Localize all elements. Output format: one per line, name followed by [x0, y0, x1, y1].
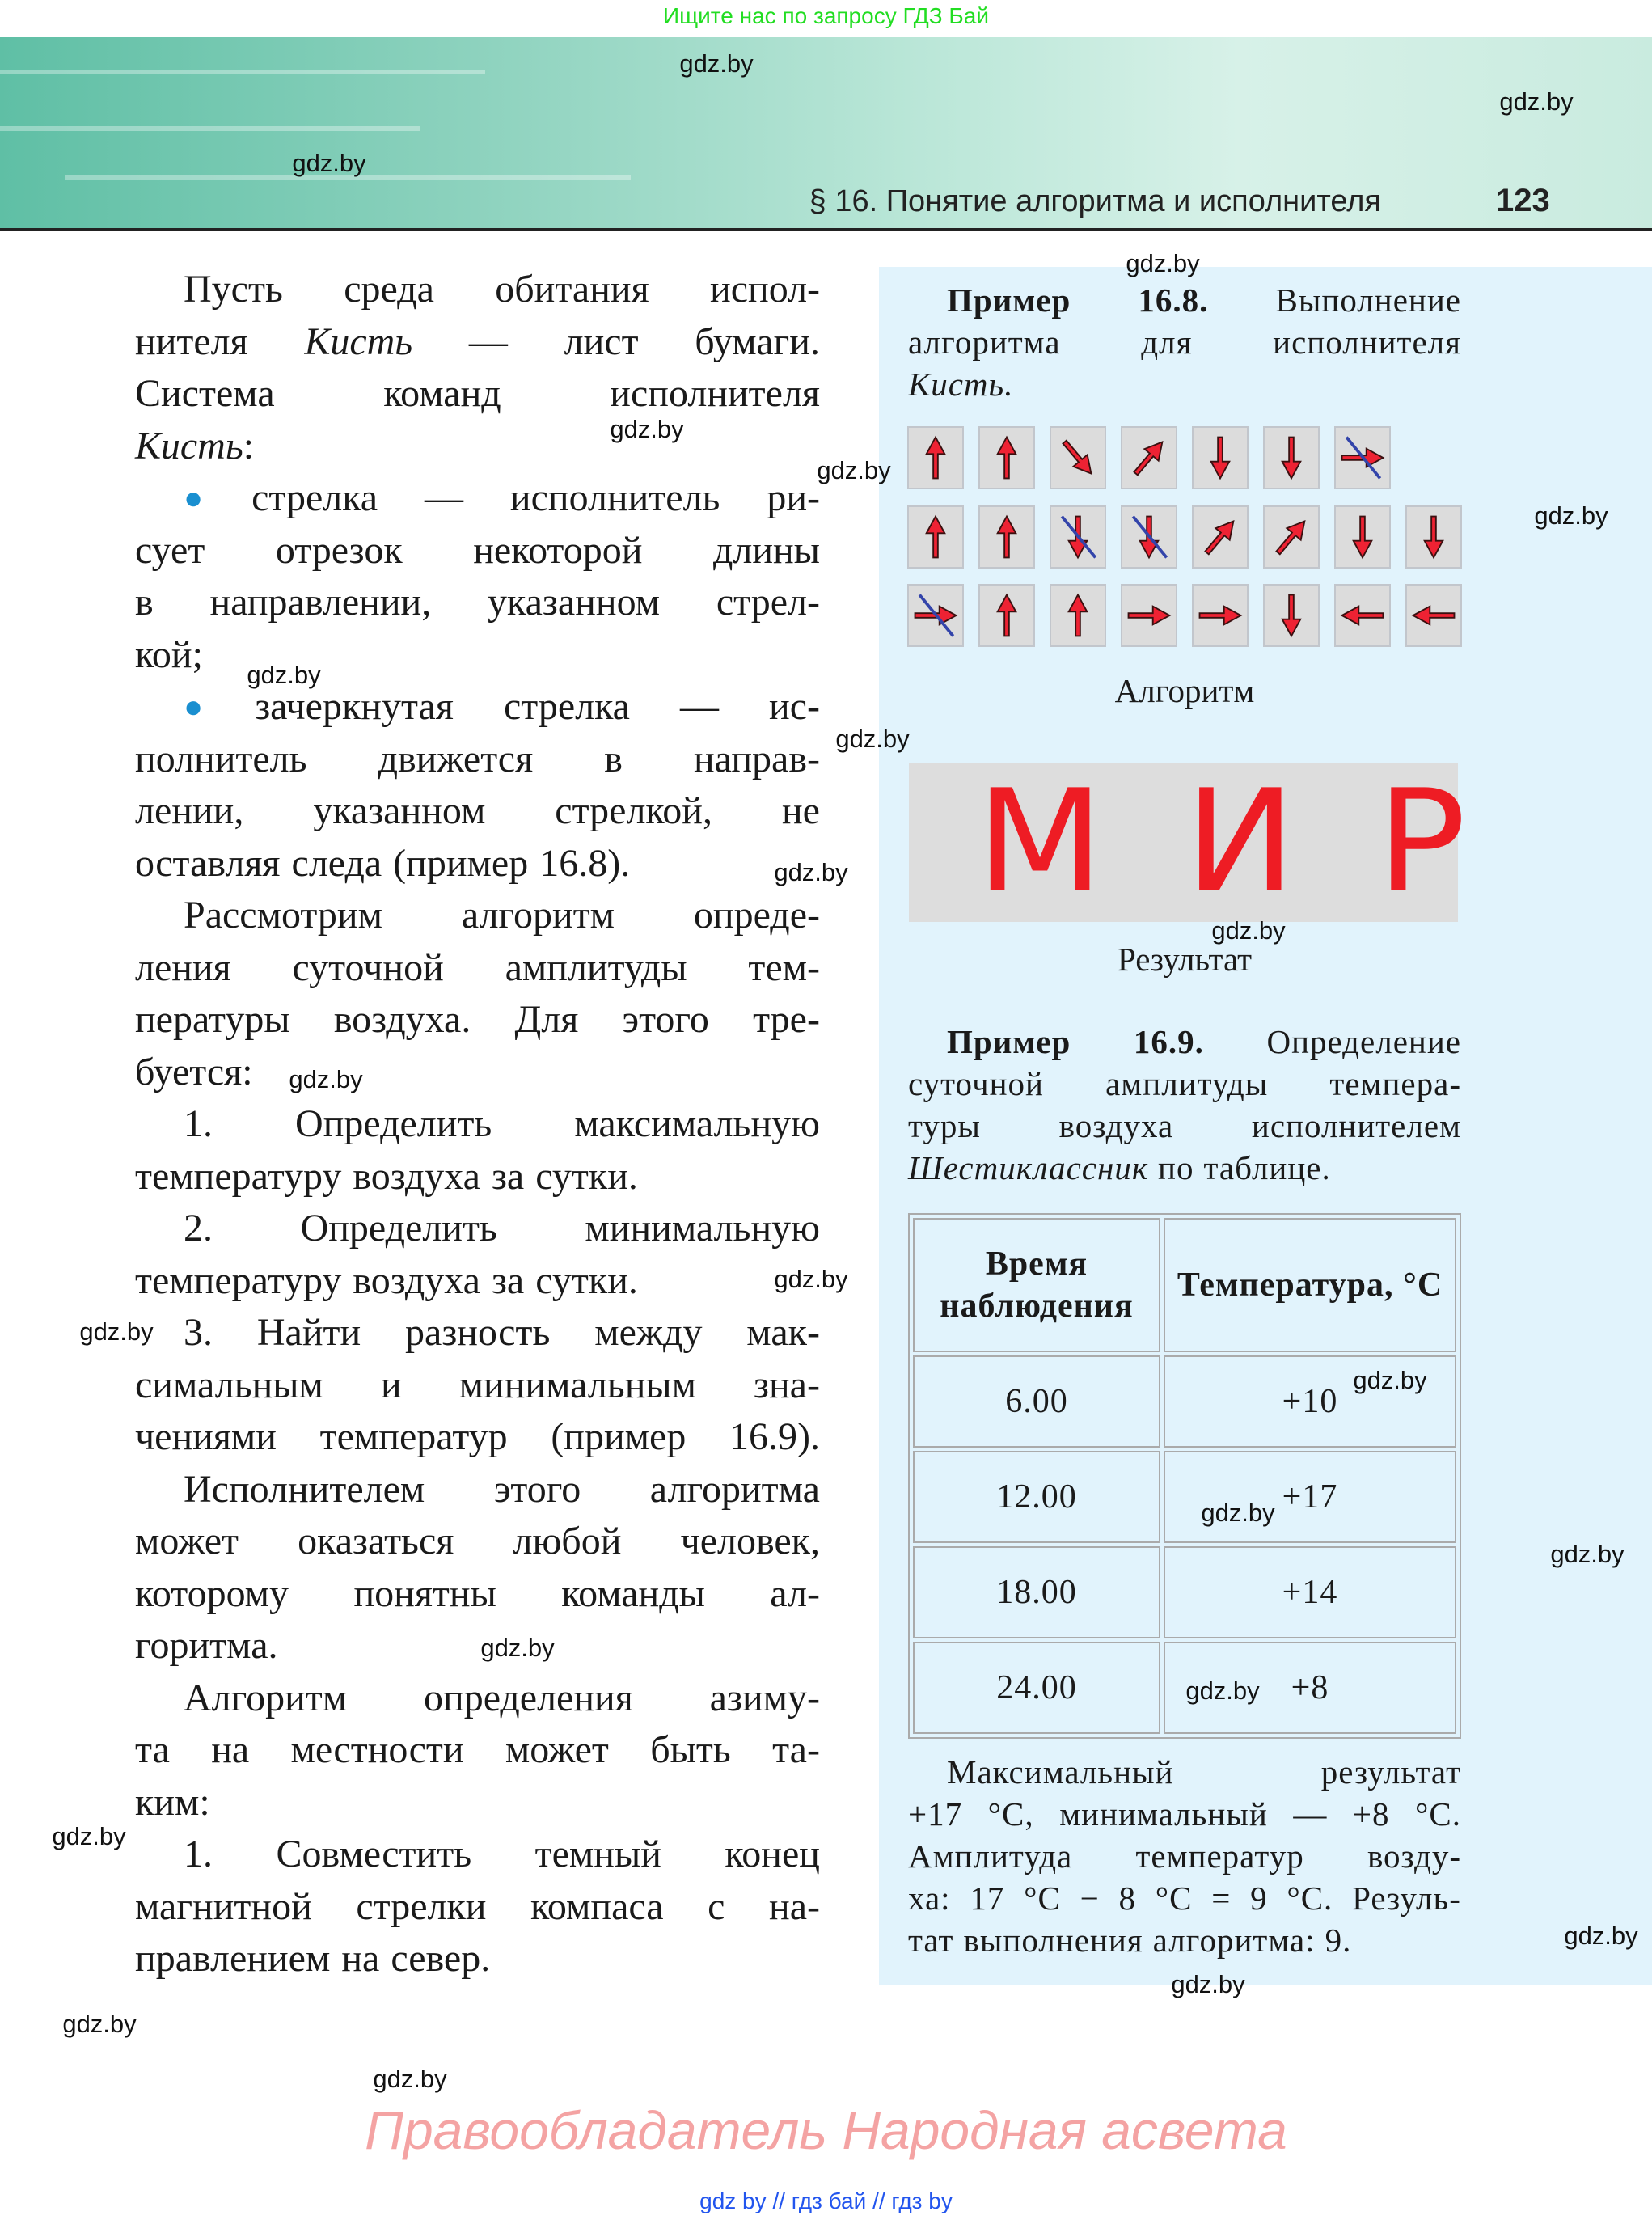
watermark: gdz.by: [1211, 916, 1286, 945]
arrow-command: [1334, 584, 1391, 647]
watermark: gdz.by: [79, 1317, 154, 1346]
arrow-down-icon: [1265, 586, 1318, 645]
example-16-8-heading: [908, 279, 1461, 405]
text-line: Исполнителем этого алгоритма: [184, 1467, 820, 1511]
text-line: Кисть.: [908, 366, 1014, 403]
text-line: пературы воздуха. Для этого тре-: [135, 998, 820, 1041]
arrow-up-icon: [980, 507, 1033, 567]
text-line: Система команд исполнителя: [135, 372, 820, 415]
temp-cell: +17: [1164, 1451, 1456, 1543]
arrow-command: [1263, 426, 1320, 489]
arrow-down-icon: [1051, 507, 1105, 567]
arrow-up-icon: [980, 586, 1033, 645]
text-line: магнитной стрелки компаса с на-: [135, 1884, 820, 1928]
time-cell: 6.00: [913, 1355, 1160, 1448]
temperature-table: [908, 1213, 1461, 1739]
text-line: Алгоритм определения азиму-: [184, 1676, 820, 1719]
watermark: gdz.by: [52, 1822, 126, 1850]
text-line: Рассмотрим алгоритм опреде-: [184, 894, 820, 937]
watermark: gdz.by: [1353, 1366, 1427, 1394]
arrow-up-icon: [980, 428, 1033, 488]
main-text: [135, 264, 820, 1985]
arrow-right-icon: [1194, 586, 1247, 645]
temp-cell: +8: [1164, 1642, 1456, 1734]
text-line: та на местности может быть та-: [135, 1728, 820, 1771]
watermark: gdz.by: [679, 49, 754, 78]
text-line: лении, указанном стрелкой, не: [135, 789, 820, 832]
time-cell: 18.00: [913, 1546, 1160, 1638]
arrow-command: [1263, 505, 1320, 569]
text-line: ● стрелка — исполнитель ри-: [135, 472, 820, 525]
arrow-command: [1192, 584, 1249, 647]
text-line: температуру воздуха за сутки.: [135, 1258, 638, 1302]
text-line: Кисть:: [135, 424, 255, 467]
arrow-command: [1334, 505, 1391, 569]
table-row: [913, 1451, 1456, 1543]
watermark: gdz.by: [1126, 249, 1200, 277]
arrow-command: [1050, 584, 1106, 647]
text-line: Пример 16.9. Определение: [947, 1023, 1461, 1060]
result-word: МИР: [975, 760, 1547, 924]
arrow-command: [1263, 584, 1320, 647]
watermark: gdz.by: [289, 1065, 363, 1093]
arrow-left-icon: [1336, 586, 1389, 645]
text-line: 1. Совместить темный конец: [184, 1833, 820, 1875]
header-temperature: Температура, °С: [1164, 1218, 1456, 1352]
arrow-command: [978, 426, 1035, 489]
section-title: § 16. Понятие алгоритма и исполнителя: [809, 184, 1381, 218]
text-line: в направлении, указанном стрел-: [135, 581, 820, 624]
arrow-down-icon: [1336, 507, 1389, 567]
text-line: кой;: [135, 632, 203, 676]
arrow-command: [1121, 505, 1177, 569]
text-line: сует отрезок некоторой длины: [135, 528, 820, 572]
arrow-right-icon: [1336, 428, 1389, 488]
arrow-command: [907, 584, 964, 647]
watermark: gdz.by: [1564, 1922, 1638, 1950]
text-line: тат выполнения алгоритма: 9.: [908, 1922, 1352, 1959]
header-time: Время наблюдения: [913, 1218, 1160, 1352]
text-line: буется:: [135, 1050, 253, 1093]
arrow-down-icon: [1194, 428, 1247, 488]
text-line: оставляя следа (пример 16.8).: [135, 841, 631, 885]
arrow-command: [907, 505, 964, 569]
arrow-up-right-icon: [1265, 507, 1318, 567]
watermark: gdz.by: [817, 456, 891, 484]
arrow-left-icon: [1407, 586, 1460, 645]
watermark: gdz.by: [610, 415, 684, 443]
arrow-command: [978, 505, 1035, 569]
result-image: [909, 760, 1547, 924]
text-line: 1. Определить максимальную: [184, 1102, 820, 1145]
arrow-down-icon: [1122, 507, 1176, 567]
arrow-down-right-icon: [1051, 428, 1105, 488]
temp-cell: +10: [1164, 1355, 1456, 1448]
watermark: gdz.by: [292, 149, 366, 177]
arrow-command: [1192, 505, 1249, 569]
text-line: правлением на север.: [135, 1937, 491, 1980]
text-line: которому понятны команды ал-: [135, 1571, 820, 1615]
watermark: gdz.by: [774, 1265, 848, 1293]
table-header-row: [913, 1218, 1456, 1352]
result-caption: Результат: [1117, 941, 1253, 978]
text-line: суточной амплитуды темпера-: [908, 1065, 1461, 1102]
table-row: [913, 1642, 1456, 1734]
arrow-right-icon: [1122, 586, 1176, 645]
watermark: gdz.by: [1201, 1499, 1275, 1527]
text-line: Пример 16.8. Выполнение: [947, 281, 1461, 319]
top-note: Ищите нас по запросу ГДЗ Бай: [662, 3, 990, 28]
arrow-command: [1192, 426, 1249, 489]
watermark: gdz.by: [62, 2010, 137, 2038]
arrow-down-icon: [1265, 428, 1318, 488]
text-line: 2. Определить минимальную: [184, 1207, 820, 1249]
text-line: Максимальный результат: [947, 1753, 1461, 1791]
table-row: [913, 1546, 1456, 1638]
text-line: алгоритма для исполнителя: [908, 323, 1461, 361]
bottom-links[interactable]: gdz by // гдз бай // гдз by: [699, 2188, 953, 2213]
arrow-command: [1121, 584, 1177, 647]
example-16-9-heading: [908, 1021, 1461, 1189]
arrow-up-right-icon: [1122, 428, 1176, 488]
watermark: gdz.by: [247, 661, 321, 689]
text-line: температуру воздуха за сутки.: [135, 1154, 638, 1198]
watermark: gdz.by: [1534, 501, 1608, 530]
arrow-command: [1050, 426, 1106, 489]
arrow-command: [1405, 584, 1462, 647]
arrow-up-icon: [909, 507, 962, 567]
arrow-up-icon: [1051, 586, 1105, 645]
text-line: Амплитуда температур возду-: [908, 1837, 1461, 1875]
text-line: чениями температур (пример 16.9).: [135, 1415, 820, 1458]
arrow-command: [1121, 426, 1177, 489]
text-line: Шестиклассник по таблице.: [908, 1149, 1331, 1186]
arrow-down-icon: [1407, 507, 1460, 567]
time-cell: 24.00: [913, 1642, 1160, 1734]
text-line: симальным и минимальным зна-: [135, 1363, 820, 1406]
text-line: горитма.: [135, 1624, 278, 1667]
bullet-icon: ●: [184, 688, 204, 725]
watermark: gdz.by: [373, 2065, 447, 2093]
text-line: полнитель движется в направ-: [135, 737, 820, 780]
text-line: ким:: [135, 1780, 210, 1824]
watermark: gdz.by: [1171, 1970, 1245, 1998]
page-header: [0, 37, 1652, 231]
bullet-icon: ●: [184, 480, 204, 516]
text-line: Пусть среда обитания испол-: [184, 268, 820, 311]
text-line: туры воздуха исполнителем: [908, 1107, 1461, 1144]
temp-cell: +14: [1164, 1546, 1456, 1638]
arrow-command: [1050, 505, 1106, 569]
text-line: может оказаться любой человек,: [135, 1520, 820, 1562]
arrow-command: [907, 426, 964, 489]
text-line: нителя Кисть — лист бумаги.: [135, 319, 820, 363]
watermark: gdz.by: [1550, 1540, 1625, 1568]
text-line: 3. Найти разность между мак-: [184, 1311, 820, 1354]
watermark: gdz.by: [1185, 1676, 1260, 1705]
text-line: ления суточной амплитуды тем-: [135, 945, 820, 989]
arrow-up-right-icon: [1194, 507, 1247, 567]
watermark: gdz.by: [480, 1634, 555, 1662]
text-line: +17 °С, минимальный — +8 °С.: [908, 1795, 1461, 1833]
arrow-right-icon: [909, 586, 962, 645]
time-cell: 12.00: [913, 1451, 1160, 1543]
page-number: 123: [1496, 183, 1550, 218]
arrow-command: [978, 584, 1035, 647]
conclusion-text: [908, 1751, 1461, 1961]
watermark: gdz.by: [774, 858, 848, 886]
algorithm-caption: Алгоритм: [1114, 672, 1255, 709]
arrow-command: [1334, 426, 1391, 489]
arrow-up-icon: [909, 428, 962, 488]
text-line: ха: 17 °С − 8 °С = 9 °С. Резуль-: [908, 1879, 1461, 1917]
text-line: ● зачеркнутая стрелка — ис-: [135, 681, 820, 734]
watermark: gdz.by: [1499, 87, 1574, 116]
copyright-footer: Правообладатель Народная асвета: [365, 2100, 1287, 2160]
arrow-command: [1405, 505, 1462, 569]
watermark: gdz.by: [835, 725, 910, 753]
